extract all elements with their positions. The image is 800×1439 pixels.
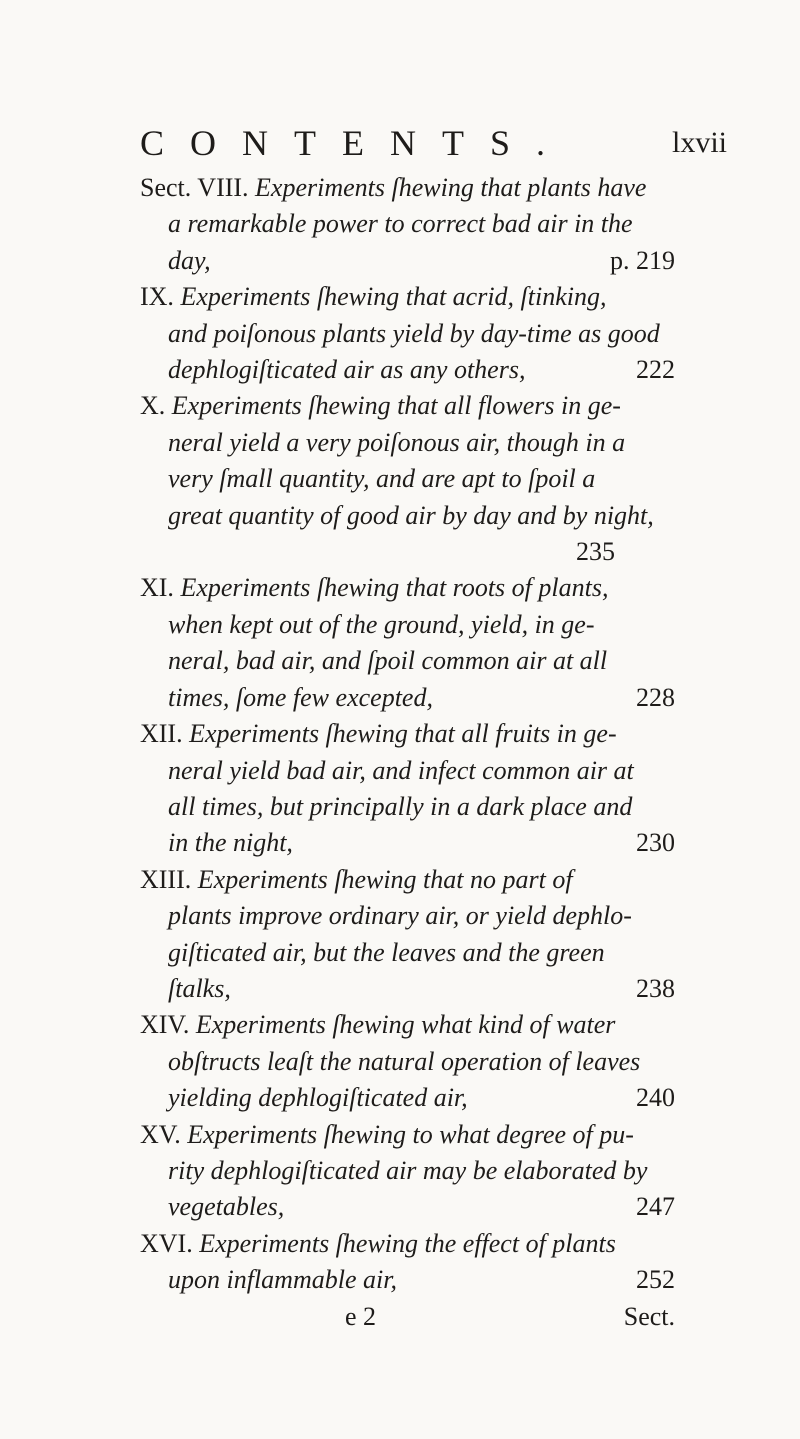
entry-page-number: 247 xyxy=(636,1192,675,1222)
contents-entry xyxy=(140,862,675,1008)
page-header xyxy=(140,118,800,168)
contents-entry xyxy=(140,279,675,388)
entry-page-number: 235 xyxy=(576,537,615,567)
contents-entry xyxy=(140,1117,675,1226)
entry-line xyxy=(140,388,675,424)
contents-entry xyxy=(140,170,675,279)
entry-page-number: 252 xyxy=(636,1265,675,1295)
entry-line xyxy=(140,1226,675,1262)
entry-text: upon inflammable air, xyxy=(168,1265,397,1295)
page-number: lxvii xyxy=(672,126,728,159)
contents-entry xyxy=(140,1007,675,1116)
page-footer xyxy=(140,1297,675,1337)
entry-line xyxy=(140,1117,675,1153)
section-number: XIII. xyxy=(140,864,192,894)
entry-line xyxy=(140,1189,675,1225)
entry-page-number: p. 219 xyxy=(610,245,675,275)
entry-line: very ſmall quantity, and are apt to ſpoil a xyxy=(168,464,596,494)
entry-line: when kept out of the ground, yield, in ge- xyxy=(168,609,595,639)
entry-page-number: 240 xyxy=(636,1083,675,1113)
entry-line xyxy=(140,170,675,206)
entry-line: neral yield bad air, and infect common air at xyxy=(168,755,634,785)
contents-entry xyxy=(140,570,675,716)
entry-line xyxy=(140,279,675,315)
entry-text: Experiments ſhewing the effect of plants xyxy=(199,1228,616,1258)
entry-line: plants improve ordinary air, or yield dephlo- xyxy=(168,901,632,931)
entry-line xyxy=(140,825,675,861)
entry-line xyxy=(140,352,675,388)
contents-entry xyxy=(140,388,675,570)
entry-text: Experiments ſhewing that roots of plants, xyxy=(180,573,609,603)
entry-line: neral, bad air, and ſpoil common air at all xyxy=(168,646,608,676)
entry-line xyxy=(140,1262,675,1298)
entry-page-number: 222 xyxy=(636,355,675,385)
entry-line: obſtructs leaſt the natural operation of leaves xyxy=(168,1046,641,1076)
entry-text: Experiments ſhewing that acrid, ſtinking, xyxy=(180,282,607,312)
entry-line: all times, but principally in a dark place and xyxy=(168,791,633,821)
entry-text: Experiments ſhewing to what degree of pu- xyxy=(187,1119,634,1149)
entry-line xyxy=(140,716,675,752)
section-number: XI. xyxy=(140,573,174,603)
entry-line: a remarkable power to correct bad air in the xyxy=(168,209,633,239)
entry-line xyxy=(140,243,675,279)
contents-entry xyxy=(140,716,675,862)
entry-line: great quantity of good air by day and by night, xyxy=(168,500,654,530)
section-number: XIV. xyxy=(140,1010,190,1040)
contents-list xyxy=(140,170,675,1299)
entry-page-number: 228 xyxy=(636,682,675,712)
entry-text: Experiments ſhewing that all fruits in ge- xyxy=(189,719,617,749)
section-number: X. xyxy=(140,391,166,421)
entry-text: day, xyxy=(168,245,211,275)
entry-line xyxy=(140,862,675,898)
entry-text: dephlogiſticated air as any others, xyxy=(168,355,526,385)
entry-text: vegetables, xyxy=(168,1192,285,1222)
entry-text: Experiments ſhewing what kind of water xyxy=(195,1010,616,1040)
section-number: Sect. VIII. xyxy=(140,173,249,202)
section-number: XVI. xyxy=(140,1228,193,1258)
entry-line: and poiſonous plants yield by day-time as good xyxy=(168,318,660,348)
section-number: XII. xyxy=(140,719,183,749)
entry-line xyxy=(140,1007,675,1043)
entry-text: ſtalks, xyxy=(168,973,231,1003)
entry-text: in the night, xyxy=(168,828,293,858)
entry-page-number: 230 xyxy=(636,828,675,858)
entry-text: yielding dephlogiſticated air, xyxy=(168,1083,468,1113)
entry-line: rity dephlogiſticated air may be elaborated by xyxy=(168,1155,648,1185)
entry-page-number: 238 xyxy=(636,973,675,1003)
entry-line xyxy=(140,680,675,716)
catchword: Sect. xyxy=(623,1302,675,1331)
section-number: XV. xyxy=(140,1119,181,1149)
entry-text: Experiments ſhewing that all flowers in ge- xyxy=(171,391,621,421)
running-title: CONTENTS. xyxy=(140,123,571,163)
entry-line xyxy=(140,570,675,606)
entry-text: times, ſome few excepted, xyxy=(168,682,433,712)
entry-line xyxy=(140,971,675,1007)
entry-text: Experiments ſhewing that no part of xyxy=(197,864,573,894)
entry-text: Experiments ſhewing that plants have xyxy=(255,173,647,202)
entry-line: neral yield a very poiſonous air, though in a xyxy=(168,427,626,457)
entry-line xyxy=(140,1080,675,1116)
entry-line: giſticated air, but the leaves and the green xyxy=(168,937,605,967)
signature-mark: e 2 xyxy=(345,1302,377,1331)
section-number: IX. xyxy=(140,282,174,312)
contents-entry xyxy=(140,1226,675,1299)
